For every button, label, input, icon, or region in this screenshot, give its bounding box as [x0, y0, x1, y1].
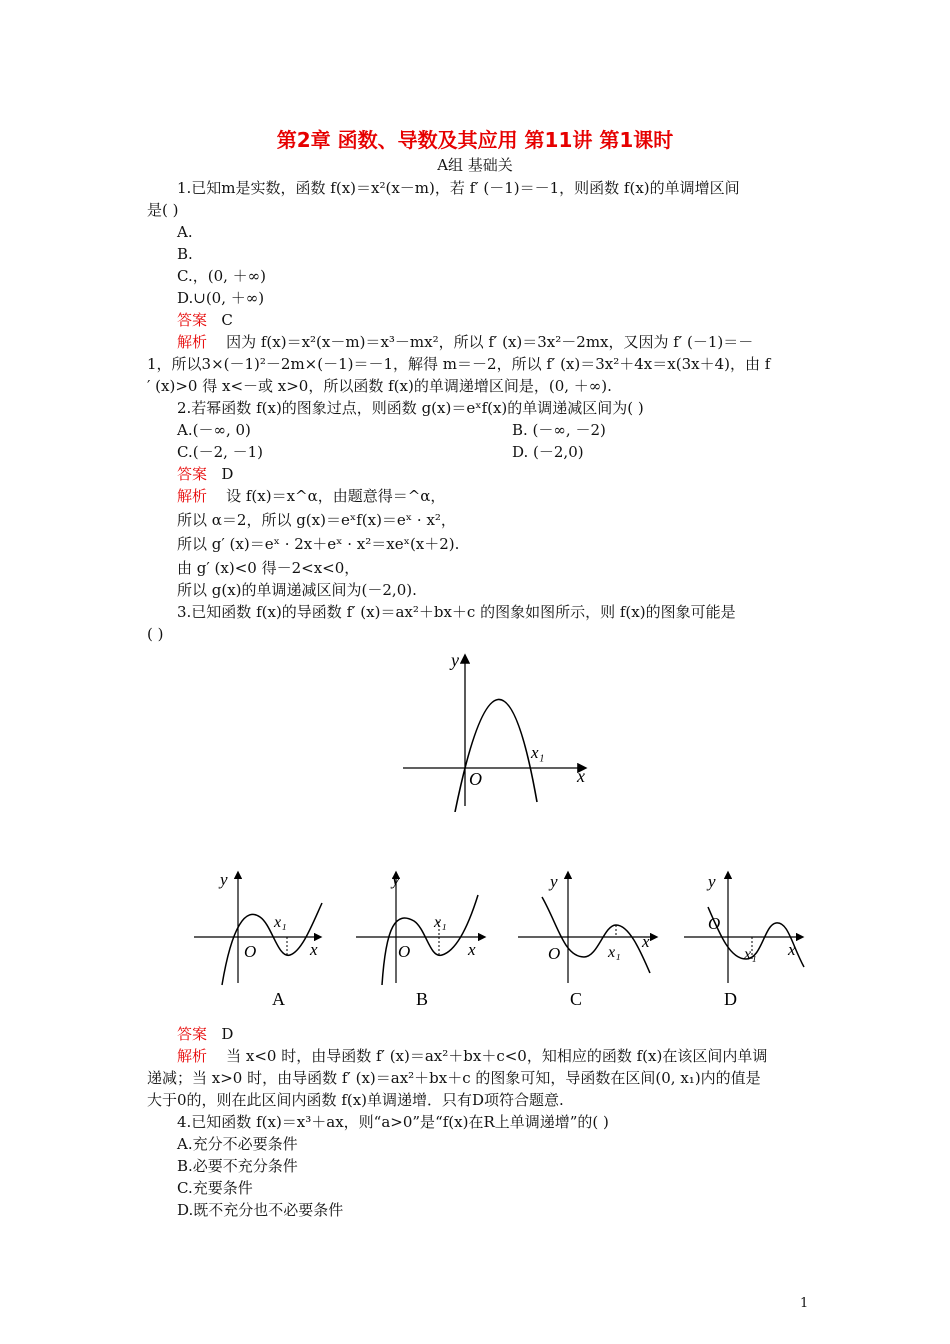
- analysis-text: 因为 f(x)＝x²(x－m)＝x³－mx²，所以 f′ (x)＝3x²－2mx，又因为 f′ (－1)＝－: [226, 333, 754, 351]
- q1-stem-line2: 是( ): [147, 201, 179, 219]
- q2-option-c: C.(－2, －1): [177, 443, 264, 461]
- x1-label: x₁: [274, 914, 287, 931]
- y-axis-label: y: [220, 870, 228, 889]
- choice-letter: C: [570, 989, 583, 1009]
- origin-label: O: [708, 914, 721, 933]
- parabola-curve: [455, 699, 537, 812]
- origin-label: O: [469, 769, 482, 789]
- x-axis-label: x: [468, 940, 476, 959]
- q1-option-a: A.: [177, 223, 193, 241]
- q2-option-a: A.(－∞, 0): [177, 421, 251, 439]
- analysis-label: 解析: [177, 487, 208, 505]
- analysis-text: 设 f(x)＝x^α，由题意得＝^α，: [226, 487, 446, 505]
- x1-label: x₁: [744, 946, 757, 963]
- q4-option-d: D.既不充分也不必要条件: [177, 1201, 344, 1219]
- q2-analysis-line3: 所以 g′ (x)＝eˣ · 2x＋eˣ · x²＝xeˣ(x＋2).: [177, 535, 460, 553]
- group-heading: A组 基础关: [437, 156, 513, 174]
- curve: [222, 903, 322, 985]
- choice-graph-b: [356, 870, 484, 1009]
- q3-stem-line1: 3.已知函数 f(x)的导函数 f′ (x)＝ax²＋bx＋c 的图象如图所示，则 f(x)的图象可能是: [177, 603, 736, 621]
- y-axis-label: y: [392, 870, 400, 889]
- q3-analysis-line1: [177, 1046, 767, 1066]
- answer-label: 答案: [177, 465, 208, 483]
- origin-label: O: [398, 942, 411, 961]
- analysis-label: 解析: [177, 1047, 208, 1065]
- q1-analysis-line2: 1，所以3×(－1)²－2m×(－1)＝－1，解得 m＝－2，所以 f′ (x)＝3x²＋4x＝x(3x＋4)，由 f: [147, 355, 771, 373]
- choice-graph-d: [684, 872, 804, 1009]
- q1-option-b: B.: [177, 245, 193, 263]
- page-title: 第2章 函数、导数及其应用 第11讲 第1课时: [276, 128, 674, 152]
- q3-stem-line2: ( ): [147, 625, 164, 643]
- choice-letter: A: [272, 989, 285, 1009]
- q1-option-c: C.，(0, ＋∞): [177, 267, 266, 285]
- x-axis-label: x: [577, 766, 585, 786]
- q1-analysis-line3: ′ (x)>0 得 x<－或 x>0，所以函数 f(x)的单调递增区间是，(0, ＋∞).: [147, 377, 612, 395]
- analysis-label: 解析: [177, 333, 208, 351]
- q1-stem-line1: 1.已知m是实数，函数 f(x)＝x²(x－m)，若 f′ (－1)＝－1，则函数 f(x)的单调增区间: [177, 179, 740, 197]
- choice-graphs: [180, 855, 818, 1020]
- answer-label: 答案: [177, 311, 208, 329]
- x-axis-label: x: [642, 932, 650, 951]
- answer-value: D: [221, 465, 234, 483]
- y-axis-label: y: [550, 872, 558, 891]
- q4-option-c: C.充要条件: [177, 1179, 253, 1197]
- y-axis-label: y: [708, 872, 716, 891]
- origin-label: O: [244, 942, 257, 961]
- q2-option-b: B. (－∞, －2): [512, 421, 606, 439]
- q1-answer: [177, 310, 233, 330]
- choice-letter: B: [416, 989, 429, 1009]
- q2-analysis-line4: 由 g′ (x)<0 得－2<x<0，: [177, 559, 360, 577]
- q1-analysis-line1: [177, 332, 753, 352]
- origin-label: O: [548, 944, 561, 963]
- choice-graph-a: [194, 870, 322, 1009]
- q4-stem-line1: 4.已知函数 f(x)＝x³＋ax，则“a>0”是“f(x)在R上单调递增”的( ): [177, 1113, 609, 1131]
- q2-analysis-line1: [177, 486, 445, 506]
- q4-option-b: B.必要不充分条件: [177, 1157, 298, 1175]
- q3-analysis-line2: 递减；当 x>0 时，由导函数 f′ (x)＝ax²＋bx＋c 的图象可知，导函数在区间(0, x₁)内的值是: [147, 1069, 761, 1087]
- x1-label: x₁: [608, 944, 621, 961]
- q3-answer: [177, 1024, 233, 1044]
- answer-value: C: [221, 311, 233, 329]
- q2-analysis-line5: 所以 g(x)的单调递减区间为(－2,0).: [177, 581, 417, 599]
- choice-letter: D: [724, 989, 737, 1009]
- y-axis-label: y: [451, 650, 459, 670]
- q2-analysis-line2: 所以 α＝2，所以 g(x)＝eˣf(x)＝eˣ · x²，: [177, 511, 456, 529]
- q2-stem-line1: 2.若幂函数 f(x)的图象过点，则函数 g(x)＝eˣf(x)的单调递减区间为( ): [177, 399, 644, 417]
- answer-value: D: [221, 1025, 234, 1043]
- analysis-text: 当 x<0 时，由导函数 f′ (x)＝ax²＋bx＋c<0，知相应的函数 f(x)在该区间内单调: [226, 1047, 768, 1065]
- q1-option-d: D.∪(0, ＋∞): [177, 289, 265, 307]
- q4-option-a: A.充分不必要条件: [177, 1135, 298, 1153]
- derivative-graph: [385, 642, 605, 812]
- x1-label: x₁: [434, 914, 447, 931]
- choice-graph-c: [518, 872, 656, 1009]
- page-number: 1: [800, 1296, 809, 1311]
- q3-analysis-line3: 大于0的，则在此区间内函数 f(x)单调递增．只有D项符合题意.: [147, 1091, 564, 1109]
- x-axis-label: x: [788, 940, 796, 959]
- q2-answer: [177, 464, 233, 484]
- x-axis-label: x: [310, 940, 318, 959]
- root-label: x₁: [531, 743, 545, 762]
- q2-option-d: D. (－2,0): [512, 443, 584, 461]
- answer-label: 答案: [177, 1025, 208, 1043]
